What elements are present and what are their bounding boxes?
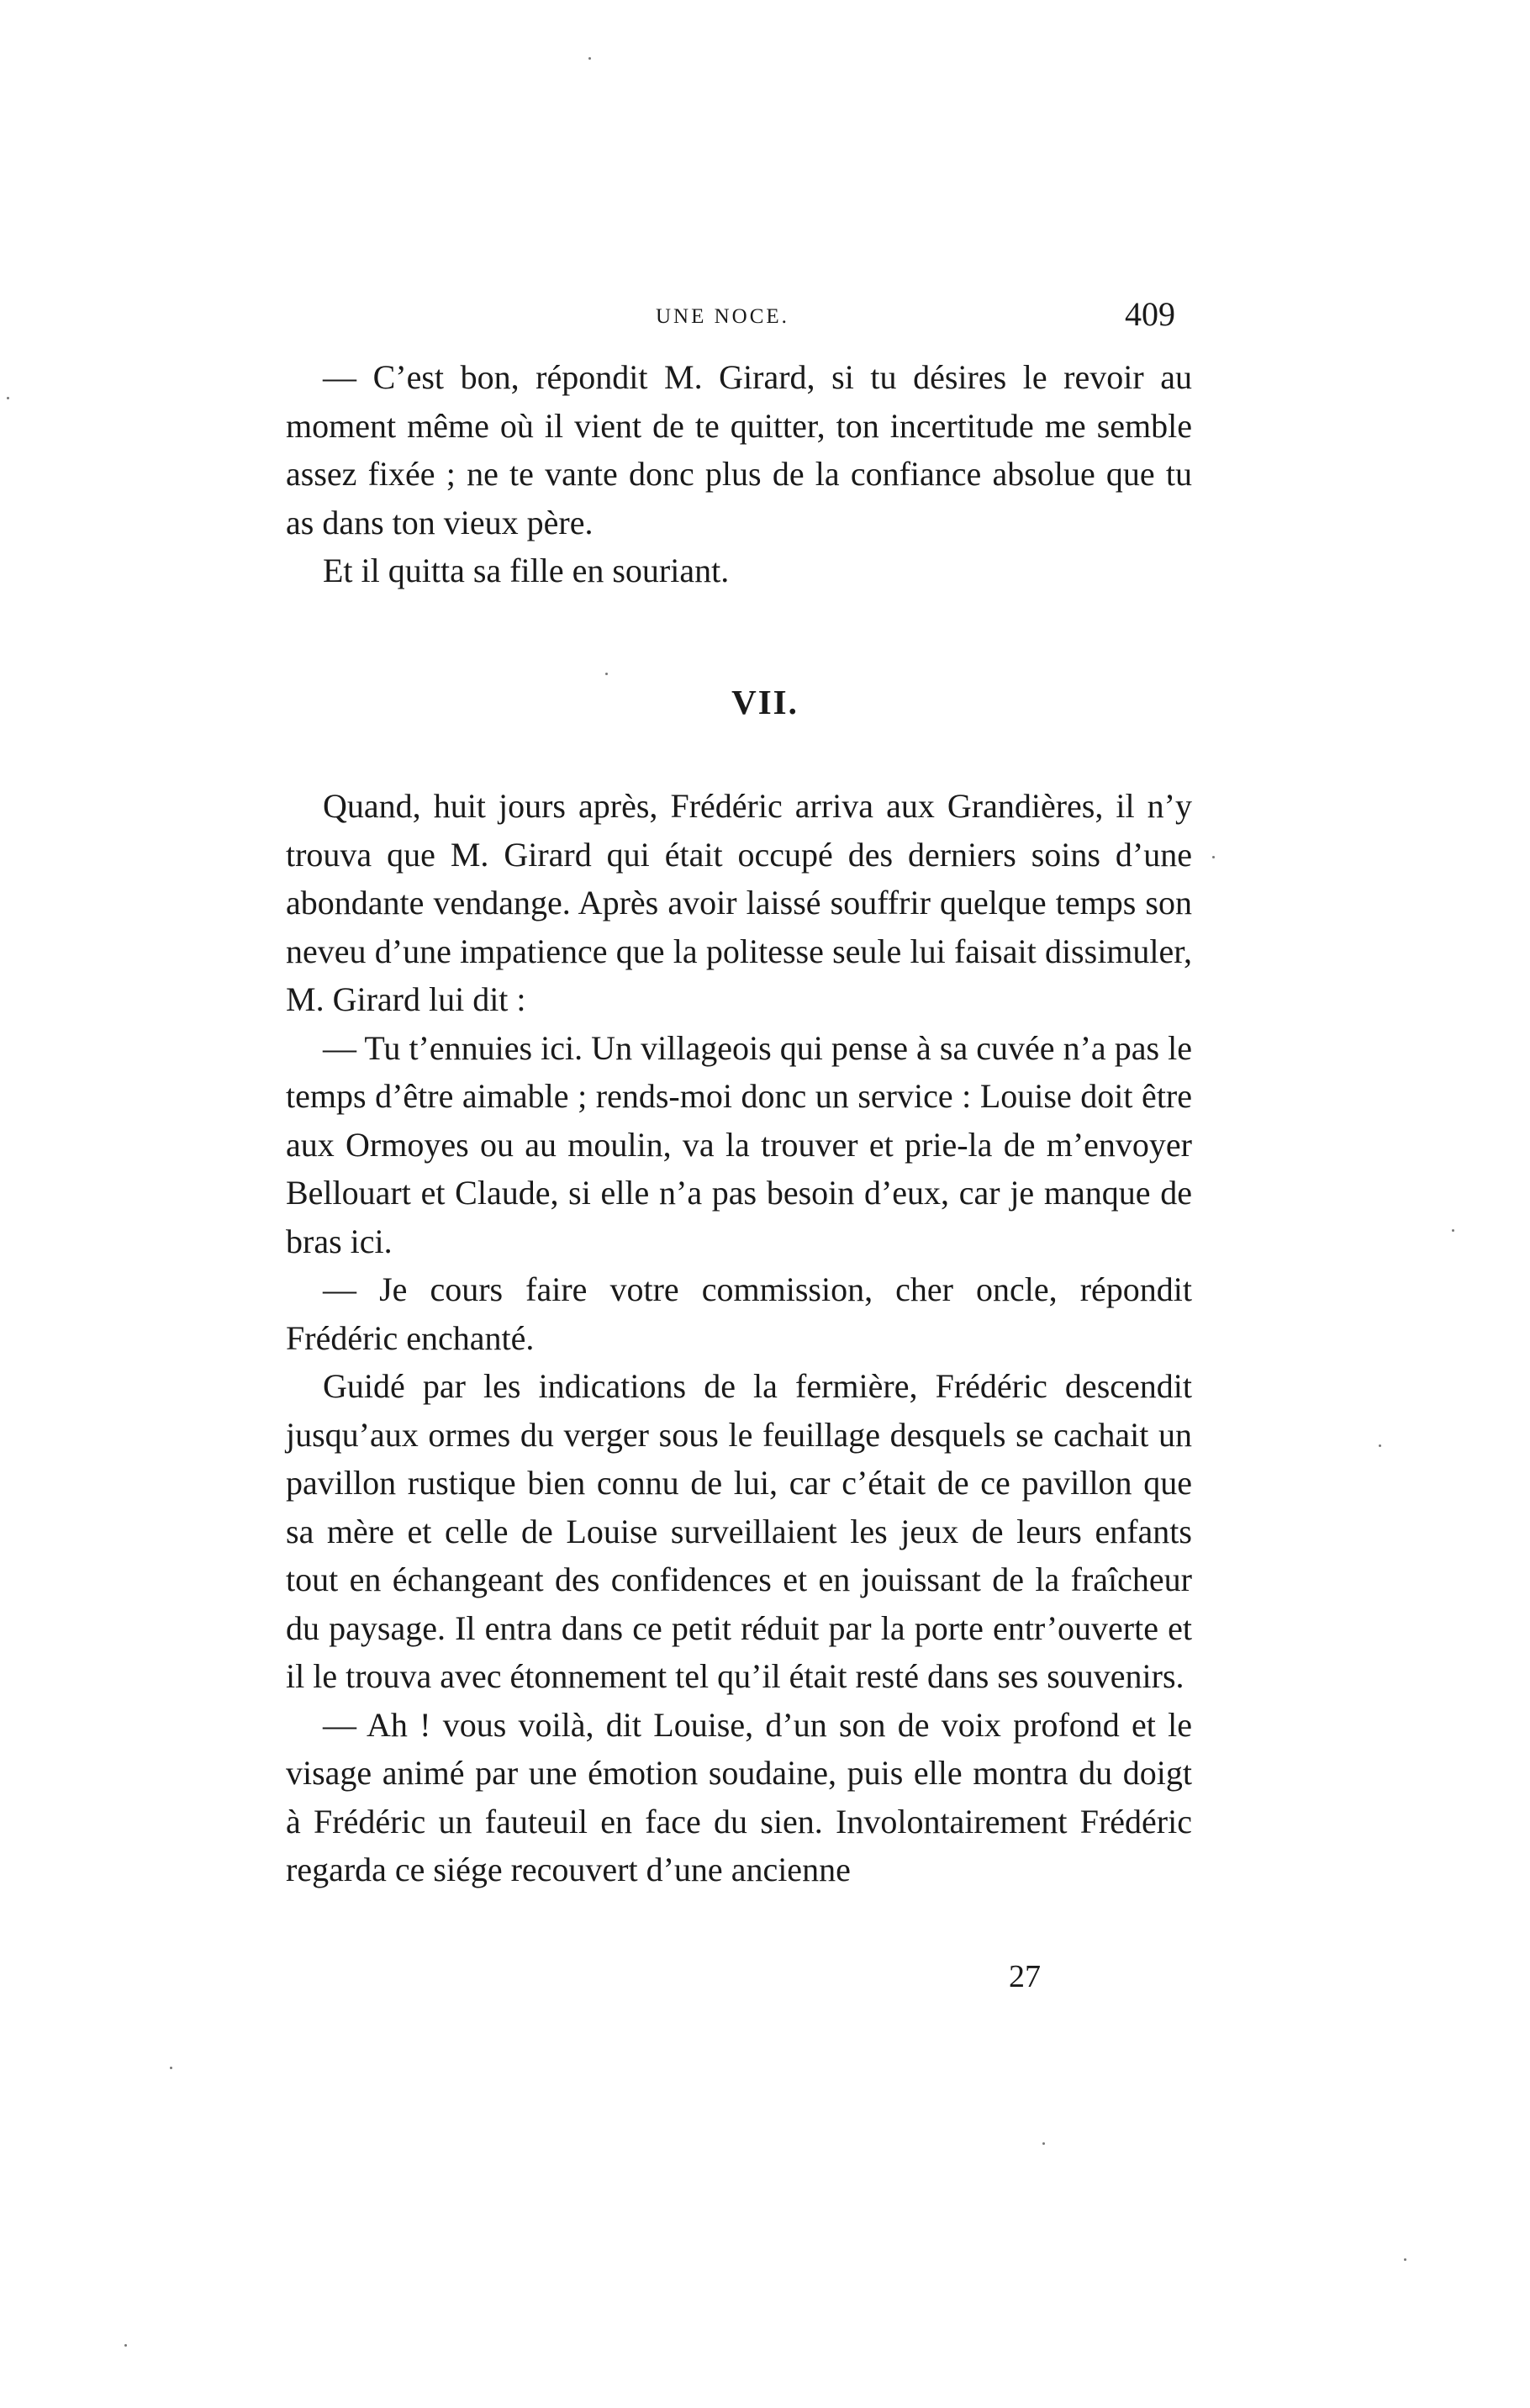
scan-speck — [7, 397, 9, 399]
paragraph: Quand, huit jours après, Frédéric arriva aux Grandières, il n’y trouva que M. Girard qui était occupé des derniers soins d’une abondante vendange. Après avoir laissé souffrir quelque temps son neveu d’une impatience que la politesse seule lui faisait dissimuler, M. Girard lui dit : — [286, 787, 1192, 1018]
running-head: UNE NOCE. — [656, 305, 789, 328]
scan-speck — [170, 2067, 172, 2069]
text-block-top — [286, 353, 1192, 595]
paragraph: Guidé par les indications de la fermière, Frédéric descendit jusqu’aux ormes du verger sous le feuillage desquels se cachait un pavillon rustique bien connu de lui, car c’était de ce pavillon que sa mère et celle de Louise surveillaient les jeux de leurs enfants tout en échangeant des confidences et en jouissant de la fraîcheur du paysage. Il entra dans ce petit réduit par la porte entr’ouverte et il le trouva avec étonnement tel qu’il était resté dans ses souvenirs. — [286, 1367, 1192, 1695]
scan-speck — [1452, 1229, 1454, 1232]
scan-speck — [588, 57, 591, 60]
scan-speck — [605, 673, 608, 675]
scan-speck — [1404, 2258, 1406, 2261]
scan-speck — [124, 2344, 127, 2347]
section-heading: VII. — [731, 683, 799, 721]
paragraph: — C’est bon, répondit M. Girard, si tu désires le revoir au moment même où il vient de te quitter, ton incertitude me semble assez fixée ; ne te vante donc plus de la confiance absolue que tu as dans ton vieux père. — [286, 358, 1192, 541]
scan-speck — [1212, 856, 1215, 858]
scan-speck — [1042, 2142, 1045, 2145]
page-number: 409 — [1125, 295, 1175, 333]
paragraph: — Tu t’ennuies ici. Un villageois qui pense à sa cuvée n’a pas le temps d’être aimable ; rends-moi donc un service : Louise doit être aux Ormoyes ou au moulin, va la trouver et prie-la de m’envoyer Bellouart et Claude, si elle n’a pas besoin d’eux, car je manque de bras ici. — [286, 1028, 1192, 1260]
signature-mark: 27 — [1009, 1959, 1041, 1994]
text-block-main — [286, 782, 1192, 1894]
scan-speck — [1379, 1444, 1381, 1447]
paragraph: Et il quitta sa fille en souriant. — [323, 552, 730, 589]
paragraph: — Ah ! vous voilà, dit Louise, d’un son de voix profond et le visage animé par une émotion soudaine, puis elle montra du doigt à Frédéric un fauteuil en face du sien. Involontairement Frédéric regarda ce siége recouvert d’une ancienne — [286, 1705, 1192, 1888]
paragraph: — Je cours faire votre commission, cher oncle, répondit Frédéric enchanté. — [286, 1270, 1192, 1357]
